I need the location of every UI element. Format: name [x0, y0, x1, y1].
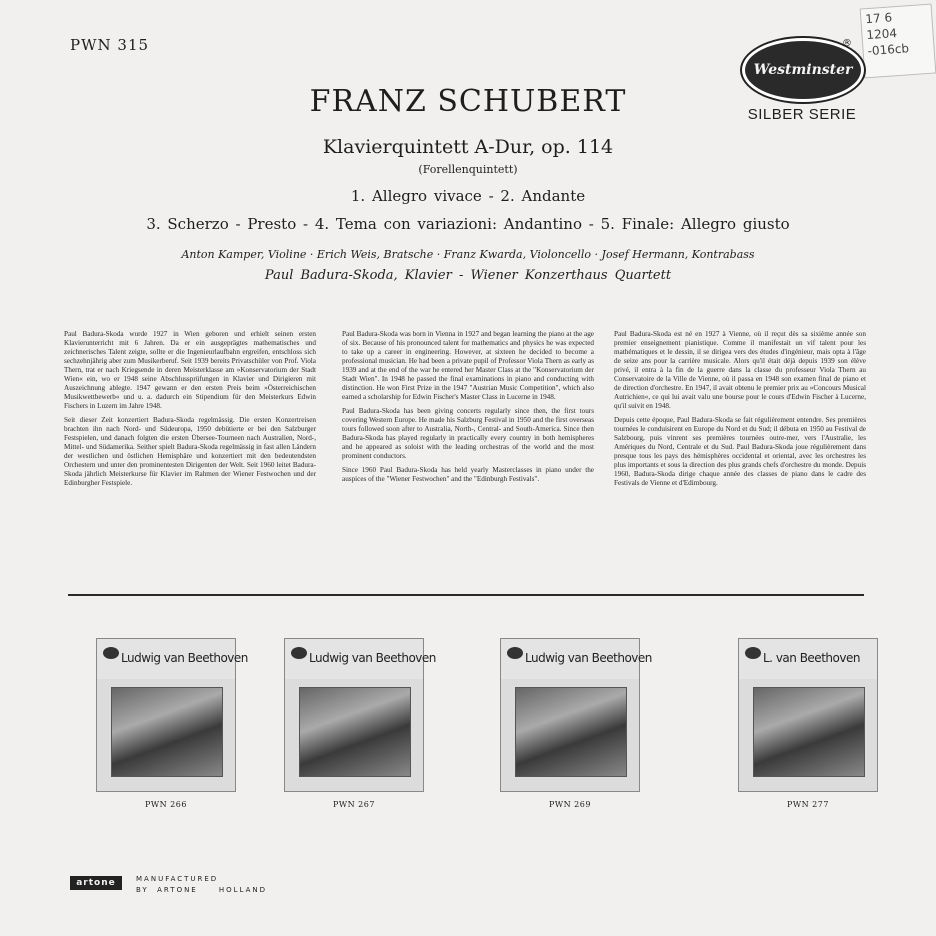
series-name: SILBER SERIE [747, 106, 857, 123]
notes-paragraph: Seit dieser Zeit konzertiert Badura-Skoda regelmässig. Die ersten Konzertreisen brachten ihn nach Nord- und Südeuropa, 1950 debütierte er bei den Salzburger Festspielen, und danach folgten die ersten Übersee-Tourneen nach Australien, Nord-, Mittel- und Südamerika. Seither spielt Badura-Skoda regelmässig in fast allen Ländern der westlichen und östlichen Hemisphäre und konzertiert mit den bedeutendsten Orchestern und unter den prominentesten Dirigenten der Welt. Seit 1960 leitet Badura-Skoda jährlich Meisterkurse für Klavier im Rahmen der Wiener Festwochen und der Edinburgher Festspiele. [64, 416, 316, 487]
work-nickname: (Forellenquintett) [418, 163, 518, 176]
notes-paragraph: Paul Badura-Skoda wurde 1927 in Wien geboren und erhielt seinen ersten Klavierunterricht mit 6 Jahren. Da er ein ausgeprägtes mathematisches und zeichnerisches Talent zeigte, sollte er die Ingenieurlaufbahn ergreifen, entschloss sich sechzehnjährig aber zum Musikerberuf. Seit 1939 bereits Privatschüler von Prof. Viola Thern, trat er nach Kriegsende in deren Meisterklasse am »Konservatorium der Stadt Wien« ein, wo er 1948 seine Abschlussprüfungen in Klavier und Dirigieren mit Auszeichnung ablegte. 1947 gewann er den ersten Preis beim »Österreichischen Musikwettbewerb« und u. a. dadurch ein Stipendium für den Meisterkurs Edwin Fischers in Luzern im Jahre 1948. [64, 330, 316, 410]
catalog-number: PWN 315 [70, 36, 150, 54]
artone-logo: artone [70, 876, 122, 890]
composer-title: FRANZ SCHUBERT [309, 84, 627, 119]
album-title: L. van Beethoven [763, 651, 860, 665]
album-title: Ludwig van Beethoven [525, 651, 652, 665]
bird-logo-icon [103, 647, 119, 659]
album-thumbnail [500, 638, 652, 809]
album-cover [738, 638, 878, 792]
album-cover [500, 638, 652, 792]
album-catalog: PWN 266 [145, 800, 187, 809]
manufacturer-info [136, 874, 267, 896]
movements-line-1: 1. Allegro vivace - 2. Andante [350, 187, 586, 205]
manufacturer-line-2: BY ARTONE HOLLAND [136, 886, 268, 894]
work-title: Klavierquintett A-Dur, op. 114 [322, 136, 614, 158]
notes-paragraph: Depuis cette époque, Paul Badura-Skoda se fait régulièrement entendre. Ses premières tournées le conduisirent en Europe du Nord et du Sud; il débuta en 1950 au Festival de Salzbourg, puis vinrent ses premières tournées outre-mer, vers l'Australie, les Amériques du Nord, Centrale et du Sud. Paul Badura-Skoda joue régulièrement dans presque tous les pays des hémisphères occidental et oriental, avec les orchestres les plus importants et sous la direction des plus grands chefs d'orchestre du monde. Depuis 1960, Badura-Skoda dirige chaque année des classes de piano dans le cadre des Festivals de Vienne et d'Edimbourg. [614, 416, 866, 487]
album-cover [96, 638, 248, 792]
performers-line-1: Anton Kamper, Violine · Erich Weis, Bratsche · Franz Kwarda, Violoncello · Josef Hermann, Kontrabass [181, 248, 755, 261]
album-thumbnail [738, 638, 878, 809]
notes-french [614, 330, 866, 493]
album-thumbnail [284, 638, 436, 809]
album-thumbnail [96, 638, 248, 809]
album-catalog: PWN 277 [787, 800, 829, 809]
notes-paragraph: Paul Badura-Skoda has been giving concerts regularly since then, the first tours covering Western Europe. He made his Salzburg Festival in 1950 and the first overseas tours followed soon after to Australia, North-, Central- and South-America. Since then Badura-Skoda has played regularly in practically every country in both hemispheres and he appeared as soloist with the leading orchestras of the world and the most prominent conductors. [342, 407, 594, 460]
album-title: Ludwig van Beethoven [309, 651, 436, 665]
cover-picture [515, 687, 627, 777]
bird-logo-icon [507, 647, 523, 659]
divider-rule [68, 594, 864, 596]
handwriting-line: -016cb [867, 41, 910, 59]
handwriting-line: 17 6 [864, 10, 893, 27]
handwriting-line: 1204 [866, 26, 898, 43]
album-cover [284, 638, 436, 792]
performers-line-2: Paul Badura-Skoda, Klavier - Wiener Konzerthaus Quartett [264, 268, 672, 283]
notes-paragraph: Since 1960 Paul Badura-Skoda has held yearly Masterclasses in piano under the auspices of the "Wiener Festwochen" and the "Edinburgh Festivals". [342, 466, 594, 483]
album-catalog: PWN 269 [549, 800, 591, 809]
notes-german [64, 330, 316, 493]
notes-english [342, 330, 594, 489]
movements-line-2: 3. Scherzo - Presto - 4. Tema con variazioni: Andantino - 5. Finale: Allegro giusto [146, 215, 790, 233]
bird-logo-icon [291, 647, 307, 659]
bird-logo-icon [745, 647, 761, 659]
cover-picture [753, 687, 865, 777]
cover-picture [299, 687, 411, 777]
handwritten-note [860, 4, 936, 79]
album-title: Ludwig van Beethoven [121, 651, 248, 665]
cover-picture [111, 687, 223, 777]
notes-paragraph: Paul Badura-Skoda est né en 1927 à Vienne, où il reçut dès sa sixième année son premier enseignement pianistique. Comme il manifestait un vif talent pour les mathématiques et le dessin, il se dirigea vers des études d'ingénieur, mais opta à l'âge de seize ans pour la carrière musicale. Alors qu'il était déjà depuis 1939 son élève privé, il entra à la fin de la guerre dans la classe du professeur Viola Thern au Conservatoire de la Ville de Vienne, où il passa en 1948 son examen final de piano et de direction d'orchestre. En 1947, il avait obtenu le premier prix au »Concours Musical Autrichien«, ce qui lui avait valu une bourse pour le cours d'Edwin Fischer à Lucerne, qu'il suivit en 1948. [614, 330, 866, 410]
logo-oval: Westminster [742, 38, 864, 102]
manufacturer-line-1: MANUFACTURED [136, 875, 219, 883]
notes-paragraph: Paul Badura-Skoda was born in Vienna in 1927 and began learning the piano at the age of six. Because of his pronounced talent for mathematics and physics he was expected to take up a career in engineering. However, at sixteen he decided to become a professional musician. He had been a private pupil of Professor Viola Thern as early as 1939 and at the end of the war he entered her Master Class at the "Konservatorium der Stadt Wien". In 1948 he passed the final examinations in piano and conducting with distinction. He won First Prize in the 1947 "Austrian Music Competition", which also earned a scholarship for Edwin Fischer's Master Class in Lucerne in 1948. [342, 330, 594, 401]
registered-mark: ® [842, 38, 852, 49]
album-catalog: PWN 267 [333, 800, 375, 809]
